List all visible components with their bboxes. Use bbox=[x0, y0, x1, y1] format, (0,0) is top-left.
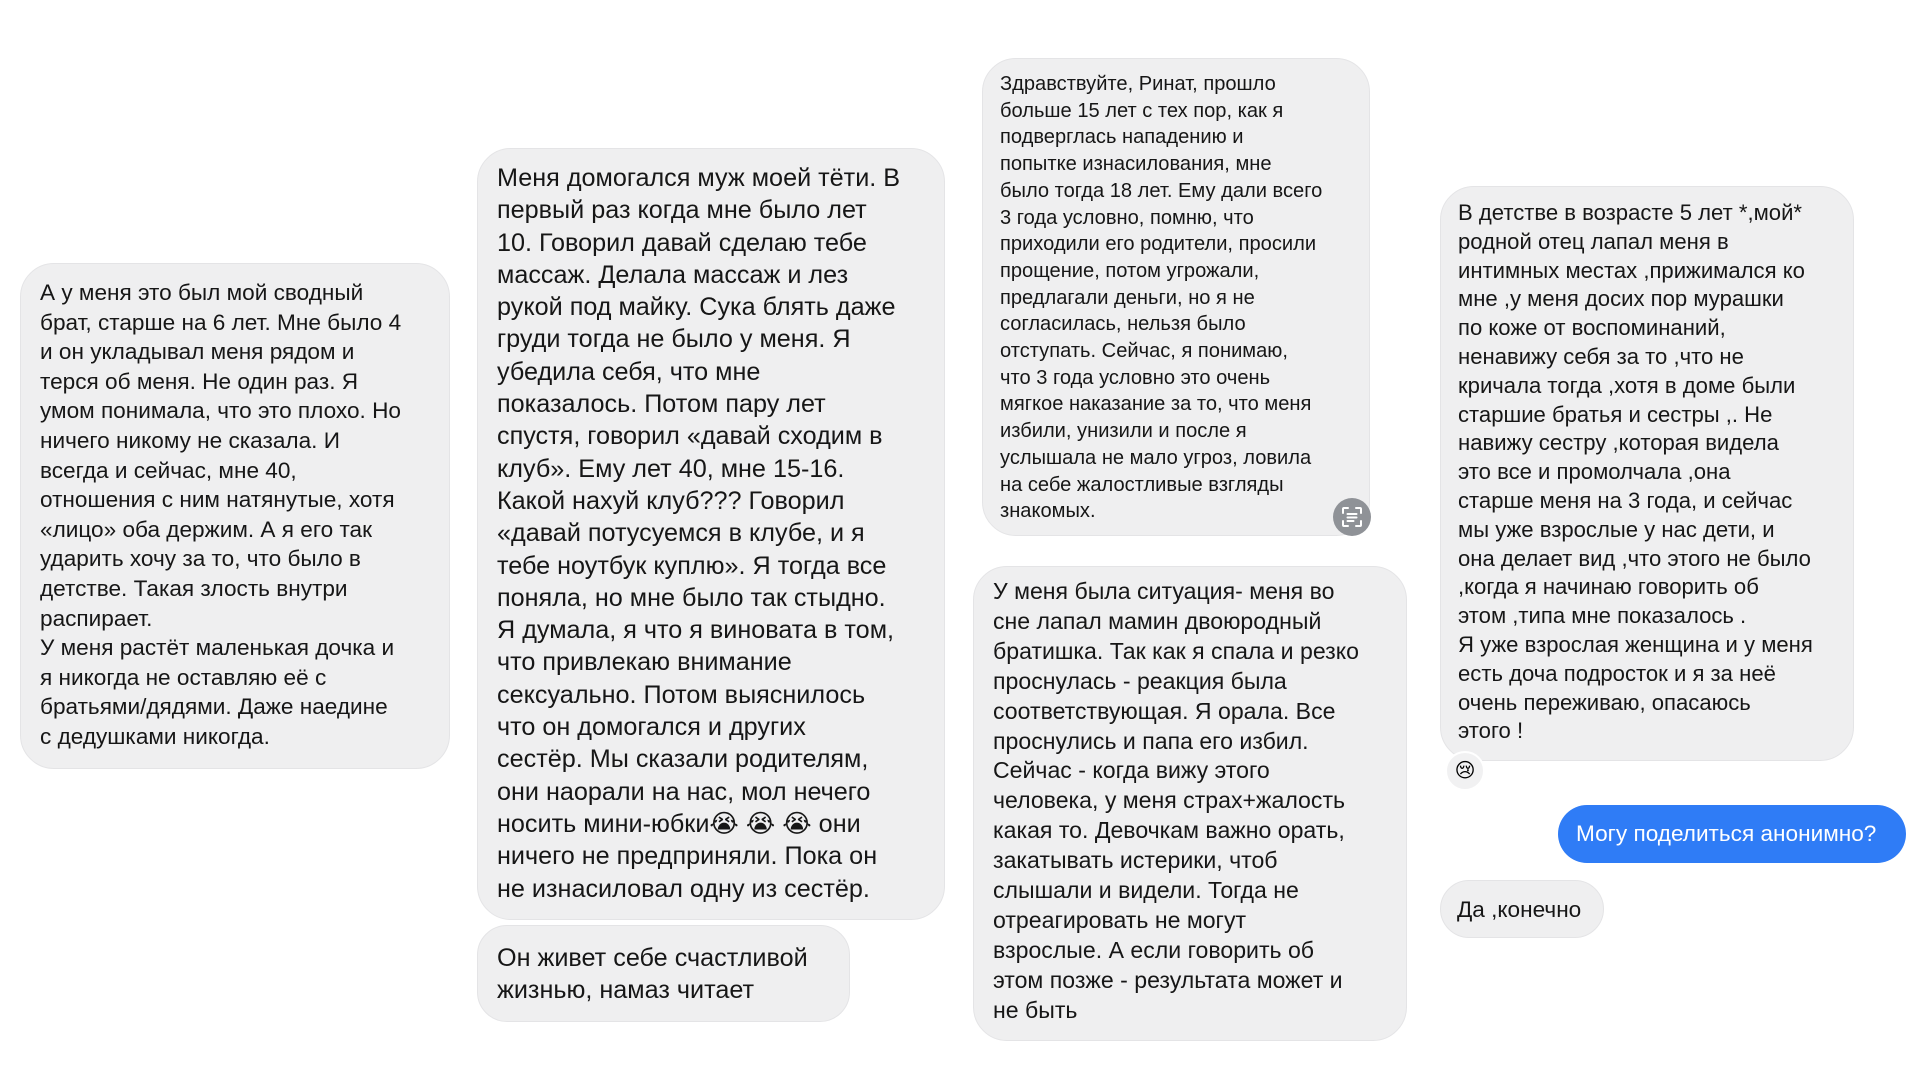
text-scan-icon[interactable] bbox=[1333, 498, 1371, 536]
text-scan-glyph bbox=[1341, 506, 1363, 528]
message-bubble-followup: Он живет себе счастливой жизнью, намаз читает bbox=[477, 925, 850, 1022]
message-bubble-father-story: В детстве в возрасте 5 лет *,мой* родной отец лапал меня в интимных местах ,прижимался ко мне ,у меня досих пор мурашки по коже от воспоминаний, ненавижу себя за то ,что не кричала тогда ,хотя в доме были старшие братья и сестры ,. Не навижу сестру ,которая видела это все и промолчала ,она старше меня на 3 года, и сейчас мы уже взрослые у нас дети, и она делает вид ,что этого не было ,когда я начинаю говорить об этом ,типа мне показалось . Я уже взрослая женщина и у меня есть доча подросток и я за неё очень переживаю, опасаюсь этого ! bbox=[1440, 186, 1854, 761]
crying-reaction-icon: 😢 bbox=[1445, 751, 1485, 791]
message-bubble-cousin-story: У меня была ситуация- меня во сне лапал мамин двоюродный братишка. Так как я спала и резко проснулась - реакция была соответствующая. Я орала. Все проснулись и папа его избил. Сейчас - когда вижу этого человека, у меня страх+жалость какая то. Девочкам важно орать, закатывать истерики, чтоб слышали и видели. Тогда не отреагировать не могут взрослые. А если говорить об этом позже - результата может и не быть bbox=[973, 566, 1407, 1041]
message-bubble-aunts-husband-story: Меня домогался муж моей тёти. В первый раз когда мне было лет 10. Говорил давай сделаю тебе массаж. Делала массаж и лез рукой под майку. Сука блять даже груди тогда не было у меня. Я убедила себя, что мне показалось. Потом пару лет спустя, говорил «давай сходим в клуб». Ему лет 40, мне 15-16. Какой нахуй клуб??? Говорил «давай потусуемся в клубе, и я тебе ноутбук куплю». Я тогда все поняла, но мне было так стыдно. Я думала, я что я виновата в том, что привлекаю внимание сексуально. Потом выяснилось что он домогался и других сестёр. Мы сказали родителям, они наорали на нас, мол нечего носить мини-юбки😭 😭 😭 они ничего не предприняли. Пока он не изнасиловал одну из сестёр. bbox=[477, 148, 945, 920]
message-bubble-assault-story: Здравствуйте, Ринат, прошло больше 15 лет с тех пор, как я подверглась нападению и попытке изнасилования, мне было тогда 18 лет. Ему дали всего 3 года условно, помню, что приходили его родители, просили прощение, потом угрожали, предлагали деньги, но я не согласилась, нельзя было отступать. Сейчас, я понимаю, что 3 года условно это очень мягкое наказание за то, что меня избили, унизили и после я услышала не мало угроз, ловила на себе жалостливые взгляды знакомых. bbox=[982, 58, 1370, 536]
message-bubble-stepbrother-story: А у меня это был мой сводный брат, старше на 6 лет. Мне было 4 и он укладывал меня рядом и терся об меня. Не один раз. Я умом понимала, что это плохо. Но ничего никому не сказала. И всегда и сейчас, мне 40, отношения с ним натянутые, хотя «лицо» оба держим. А я его так ударить хочу за то, что было в детстве. Такая злость внутри распирает. У меня растёт маленькая дочка и я никогда не оставляю её с братьями/дядями. Даже наедине с дедушками никогда. bbox=[20, 263, 450, 769]
reply-bubble-yes: Да ,конечно bbox=[1440, 880, 1604, 938]
sent-message-bubble: Могу поделиться анонимно? bbox=[1558, 805, 1906, 863]
